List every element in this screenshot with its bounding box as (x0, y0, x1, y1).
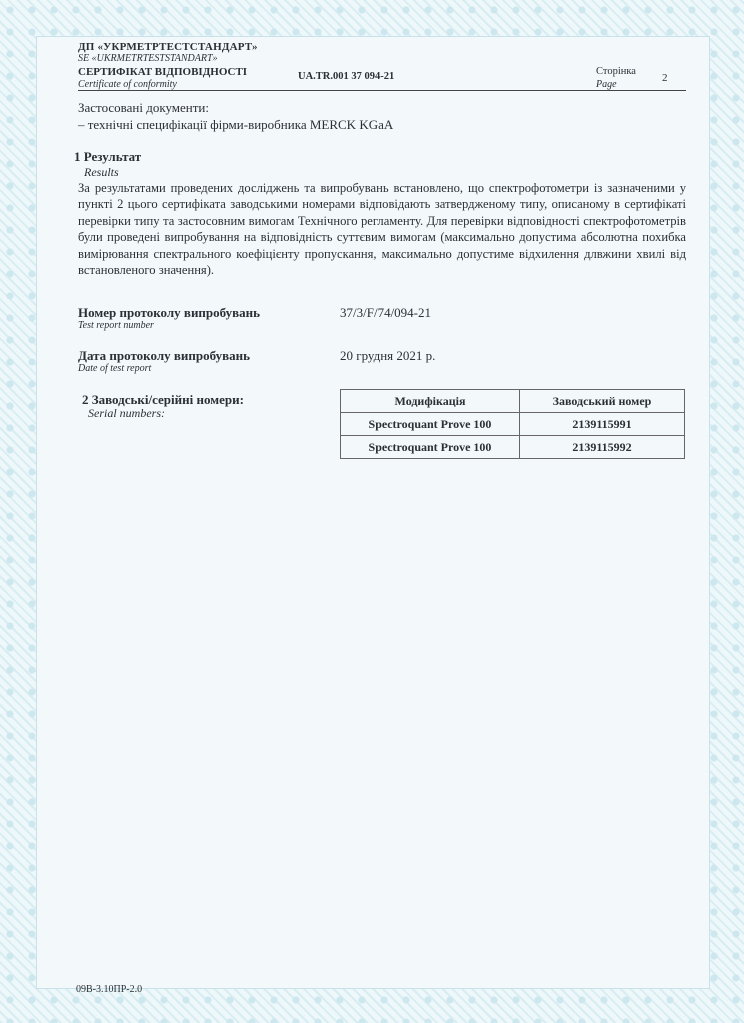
test-date-value: 20 грудня 2021 р. (340, 348, 436, 363)
results-heading: 1 Результат (74, 149, 142, 164)
test-report-number: 37/3/F/74/094-21 (340, 305, 432, 320)
page-number: 2 (662, 72, 668, 84)
header-divider (78, 90, 686, 91)
org-name-ua: ДП «УКРМЕТРТЕСТСТАНДАРТ» (78, 41, 258, 53)
modification-cell: Spectroquant Prove 100 (341, 413, 520, 436)
column-header-serial: Заводський номер (520, 390, 685, 413)
test-date-label: Дата протоколу випробувань (78, 348, 250, 363)
cert-title-ua: СЕРТИФІКАТ ВІДПОВІДНОСТІ (78, 66, 248, 78)
column-header-modification: Модифікація (341, 390, 520, 413)
serial-number-cell: 2139115991 (520, 413, 685, 436)
test-report-label: Номер протоколу випробувань (78, 305, 261, 320)
page-label-en: Page (596, 79, 617, 90)
test-date-label-en: Date of test report (78, 363, 152, 374)
cert-number: UA.TR.001 37 094-21 (298, 71, 395, 82)
serials-heading: 2 Заводські/серійні номери: (82, 392, 244, 407)
cert-title-en: Certificate of conformity (78, 79, 177, 90)
serials-table (340, 389, 685, 459)
applied-docs-item: – технічні специфікації фірми-виробника MERCK KGaA (78, 117, 394, 132)
table-row (341, 436, 685, 459)
page-label-ua: Сторінка (596, 66, 636, 77)
serials-heading-en: Serial numbers: (88, 406, 165, 420)
results-heading-en: Results (84, 165, 119, 179)
org-name-en: SE «UKRMETRTESTSTANDART» (78, 53, 218, 64)
applied-docs-heading: Застосовані документи: (78, 100, 209, 115)
certificate-page (36, 36, 710, 989)
serial-number-cell: 2139115992 (520, 436, 685, 459)
table-header-row (341, 390, 685, 413)
modification-cell: Spectroquant Prove 100 (341, 436, 520, 459)
form-code: 09В-3.10ПР-2.0 (76, 984, 143, 995)
results-text: За результатами проведених досліджень та випробувань встановлено, що спектрофотометри із зазначеними у пункті 2 цього сертифіката заводськими номерами відповідають затвердженому типу, описаному в сертифікаті перевірки типу та застосовним вимогам Технічного регламенту. Для перевірки відповідності спектрофотометрів були проведені випробування на відповідність суттєвим вимогам (максимально допустима абсолютна похибка вимірювання спектрального коефіцієнту пропускання, максимально допустиме відхилення длвжини хвилі від встановленого значення). (78, 181, 686, 278)
table-row (341, 413, 685, 436)
test-report-label-en: Test report number (78, 320, 154, 331)
